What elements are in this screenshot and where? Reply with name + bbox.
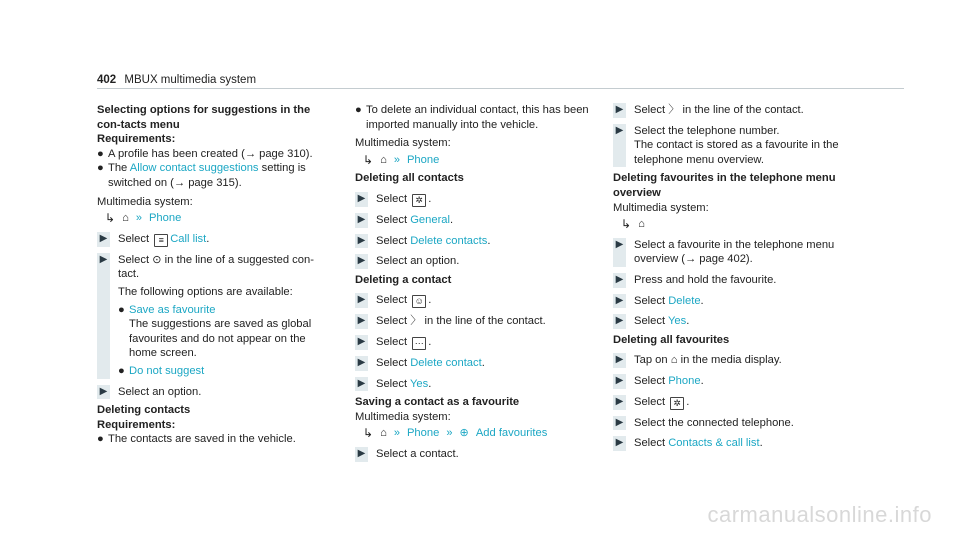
step: ▶ Select a favourite in the telephone menu overview (→ page 402). [613, 238, 858, 267]
option-item [118, 303, 333, 318]
call-list-link[interactable]: Call list [170, 232, 207, 245]
bullet-icon: ● [97, 433, 104, 446]
contacts-call-list-link[interactable]: Contacts & call list [668, 437, 760, 450]
setting-link[interactable]: Allow contact suggestions [129, 162, 259, 175]
home-icon: ⌂ [122, 212, 129, 225]
page-title: MBUX multimedia system [124, 74, 257, 86]
step-marker-icon: ▶ [355, 377, 368, 392]
step: ▶ Select an option. [355, 254, 600, 269]
step-marker-icon: ▶ [613, 238, 626, 267]
path-arrow-icon: ↳ [363, 426, 374, 441]
step-marker-icon: ▶ [355, 254, 368, 269]
call-list-icon: ≡ [154, 234, 168, 247]
contacts-icon: ☺ [412, 295, 426, 308]
phone-link[interactable]: Phone [148, 212, 182, 225]
phone-link[interactable]: Phone [406, 153, 440, 166]
step-marker-icon: ▶ [97, 253, 110, 379]
column-3 [613, 103, 858, 451]
step-marker-icon: ▶ [355, 234, 368, 249]
double-chevron-icon: » [135, 212, 142, 225]
step-marker-icon: ▶ [355, 192, 368, 207]
header-rule [97, 88, 904, 89]
home-icon: ⌂ [670, 354, 678, 367]
step: ▶ Select 〉 in the line of the contact. [355, 314, 600, 329]
step: ▶ Select ≡ Call list. [97, 232, 333, 247]
menu-path [613, 217, 858, 232]
step-marker-icon: ▶ [613, 273, 626, 288]
step-marker-icon: ▶ [613, 124, 626, 168]
step-marker-icon: ▶ [355, 447, 368, 462]
menu-path [97, 211, 333, 226]
add-icon: ⊕ [459, 427, 469, 440]
step: ▶ Select ✲ . [355, 192, 600, 207]
section-heading: Deleting all contacts [355, 172, 464, 185]
path-arrow-icon: ↳ [621, 217, 632, 232]
home-icon: ⌂ [380, 427, 387, 440]
step: ▶ Select Delete. [613, 294, 858, 309]
step-marker-icon: ▶ [613, 395, 626, 410]
step: ▶ Select Contacts & call list. [613, 436, 858, 451]
column-1 [97, 103, 333, 447]
double-chevron-icon: » [393, 153, 400, 166]
step-marker-icon: ▶ [613, 374, 626, 389]
requirement-item: ● A profile has been created (→ page 310). [97, 147, 313, 160]
step: ▶ Select the connected telephone. [613, 416, 858, 431]
settings-icon: ✲ [670, 397, 684, 410]
step: ▶ Press and hold the favourite. [613, 273, 858, 288]
multimedia-label: Multimedia system: [97, 195, 193, 208]
step-marker-icon: ▶ [355, 356, 368, 371]
column-2 [355, 103, 600, 462]
step: ▶ Select General. [355, 213, 600, 228]
step-marker-icon: ▶ [355, 335, 368, 350]
step-marker-icon: ▶ [613, 314, 626, 329]
requirement-item: ● To delete an individual contact, this has been imported manually into the vehicle. [355, 104, 589, 131]
section-heading: Deleting contacts [97, 404, 191, 417]
section-heading: Deleting a contact [355, 273, 452, 286]
step-marker-icon: ▶ [355, 314, 368, 329]
page-number: 402 [97, 74, 117, 86]
bullet-icon: ● [97, 147, 104, 160]
step-marker-icon: ▶ [355, 293, 368, 308]
step-marker-icon: ▶ [613, 436, 626, 451]
multimedia-label: Multimedia system: [355, 410, 451, 423]
step: ▶ Select an option. [97, 385, 333, 400]
yes-link[interactable]: Yes [410, 377, 429, 390]
step: ▶ Select ✲ . [613, 395, 858, 410]
step: ▶ Select Yes. [355, 377, 600, 392]
requirement-item: ● The contacts are saved in the vehicle. [97, 433, 296, 446]
settings-icon: ✲ [412, 194, 426, 207]
multimedia-label: Multimedia system: [613, 201, 709, 214]
bullet-icon: ● [355, 104, 362, 116]
menu-path [355, 426, 600, 441]
step: ▶ Tap on ⌂ in the media display. [613, 353, 858, 368]
bullet-icon: ● [118, 364, 125, 377]
requirements-label: Requirements: [97, 133, 176, 146]
step: ▶ Select ☺ . [355, 293, 600, 308]
step: ▶ Select ⊙ in the line of a suggested con-tact. The following options are available: ● Save as favourite The suggestions are saved as global favourites and do not appear on the home screen. ● Do not suggest [97, 253, 333, 379]
section-heading: Deleting all favourites [613, 333, 730, 346]
requirement-item: ● The Allow contact suggestions setting is switched on (→ page 315). [97, 162, 306, 189]
section-heading: Deleting favourites in the telephone menu overview [613, 172, 836, 199]
home-icon: ⌂ [380, 153, 387, 166]
step: ▶ Select 〉 in the line of the contact. [613, 103, 858, 118]
watermark: carmanualsonline.info [707, 502, 932, 528]
step: ▶ Select Yes. [613, 314, 858, 329]
multimedia-label: Multimedia system: [355, 137, 451, 150]
path-arrow-icon: ↳ [105, 211, 116, 226]
do-not-suggest-link[interactable]: Do not suggest [129, 364, 205, 377]
menu-path [355, 153, 600, 168]
yes-link[interactable]: Yes [668, 315, 687, 328]
bullet-icon: ● [97, 162, 104, 175]
phone-link[interactable]: Phone [668, 374, 701, 387]
step-marker-icon: ▶ [613, 294, 626, 309]
step: ▶ Select the telephone number. The contact is stored as a favourite in the telephone menu overview. [613, 124, 858, 168]
step-marker-icon: ▶ [613, 353, 626, 368]
delete-link[interactable]: Delete [668, 294, 701, 307]
add-favourites-link[interactable]: Add favourites [475, 427, 548, 440]
home-icon: ⌂ [638, 218, 645, 231]
step-marker-icon: ▶ [613, 103, 626, 118]
phone-link[interactable]: Phone [406, 427, 440, 440]
section-heading: Selecting options for suggestions in the con-tacts menu [97, 104, 311, 131]
step: ▶ Select a contact. [355, 447, 600, 462]
double-chevron-icon: » [446, 427, 453, 440]
step: ▶ Select Delete contacts. [355, 234, 600, 249]
step-marker-icon: ▶ [355, 213, 368, 228]
more-options-icon: ⋯ [412, 337, 426, 350]
section-heading: Saving a contact as a favourite [355, 396, 520, 409]
step-marker-icon: ▶ [97, 385, 110, 400]
step: ▶ Select ⋯ . [355, 335, 600, 350]
step: ▶ Select Delete contact. [355, 356, 600, 371]
path-arrow-icon: ↳ [363, 152, 374, 167]
bullet-icon: ● [118, 303, 125, 316]
general-link[interactable]: General [410, 213, 451, 226]
page-header [97, 73, 256, 88]
double-chevron-icon: » [393, 427, 400, 440]
requirements-label: Requirements: [97, 418, 176, 431]
delete-contacts-link[interactable]: Delete contacts [410, 234, 488, 247]
step: ▶ Select Phone. [613, 374, 858, 389]
step-marker-icon: ▶ [613, 416, 626, 431]
delete-contact-link[interactable]: Delete contact [410, 356, 482, 369]
option-item [118, 364, 333, 379]
step-marker-icon: ▶ [97, 232, 110, 247]
save-favourite-link[interactable]: Save as favourite [129, 303, 216, 316]
